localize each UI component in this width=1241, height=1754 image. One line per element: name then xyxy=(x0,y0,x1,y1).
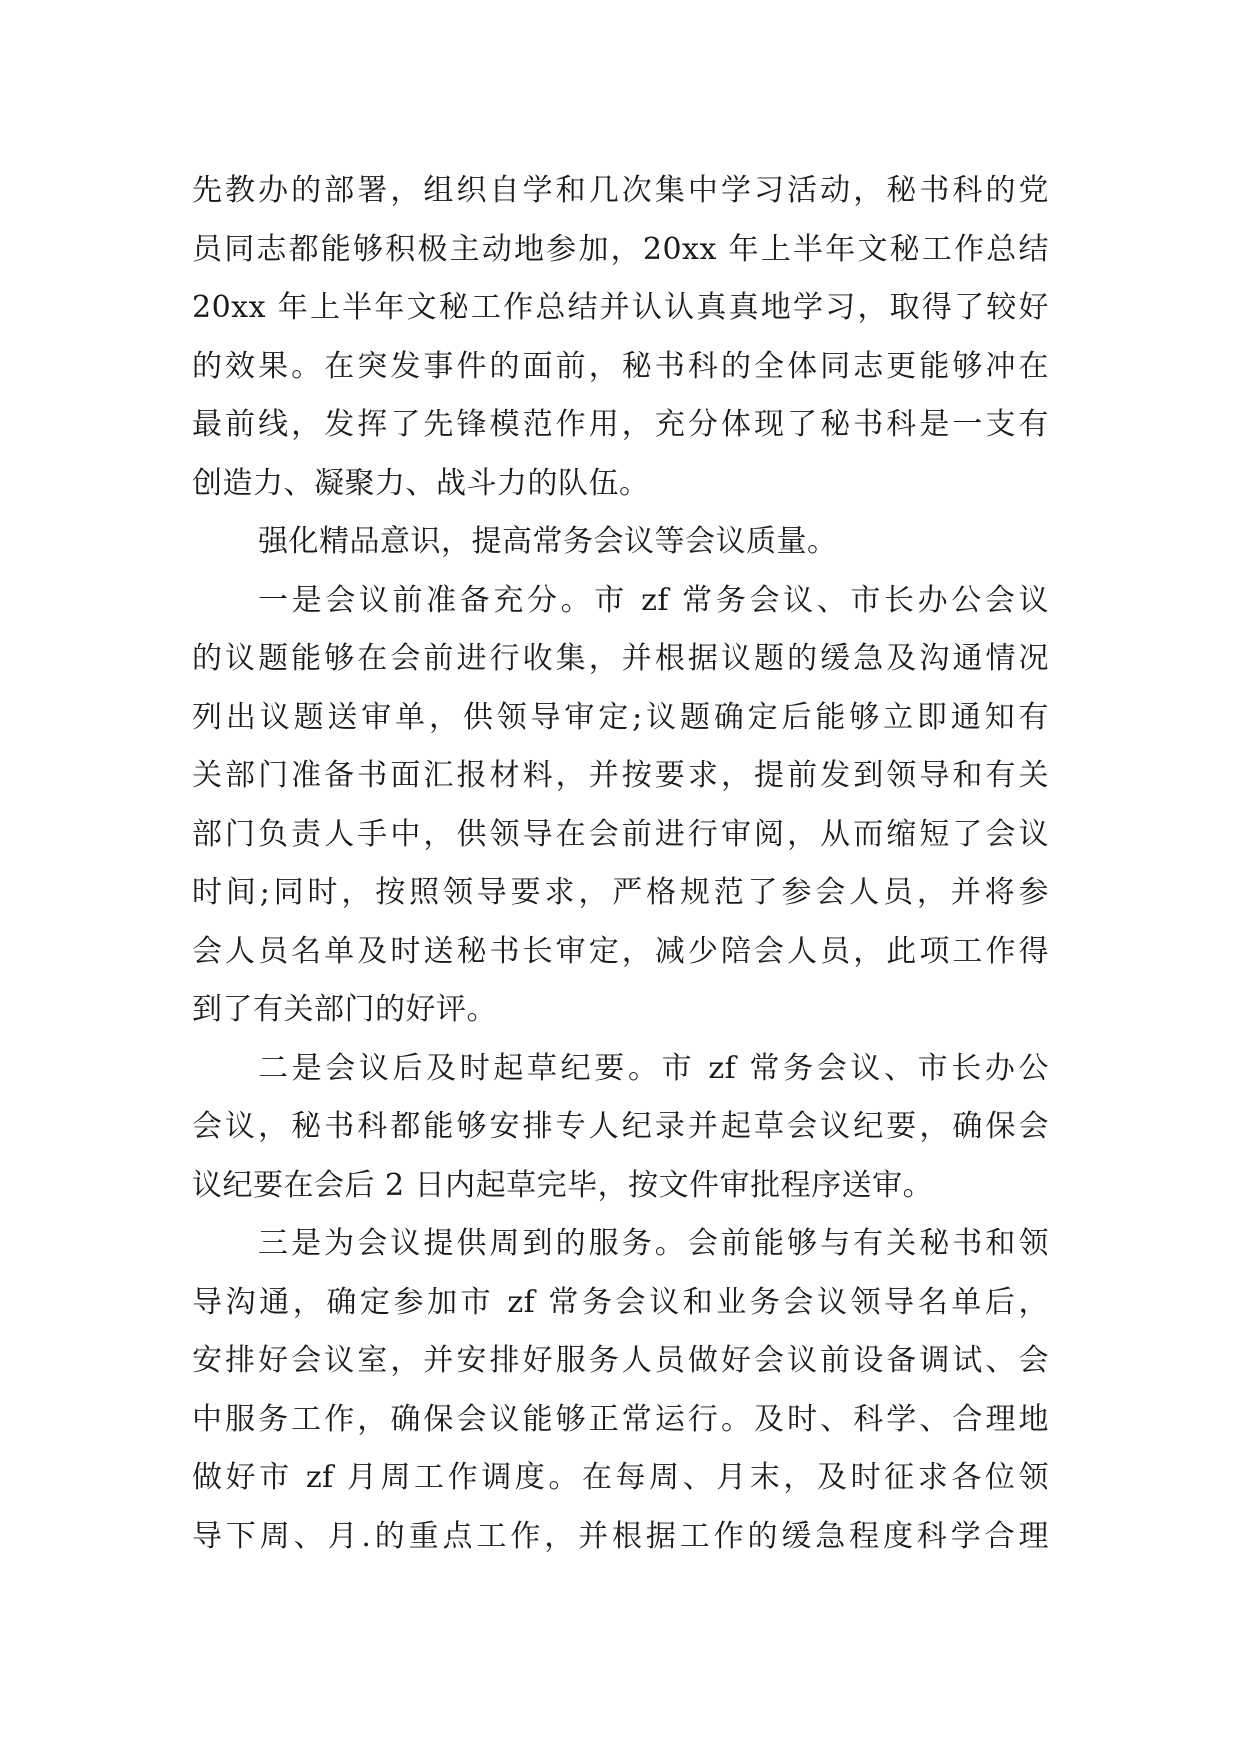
text-line: 到了有关部门的好评。 xyxy=(192,992,497,1027)
text-line: 最前线，发挥了先锋模范作用，充分体现了秘书科是一支有 xyxy=(192,407,1049,442)
text-line: 二是会议后及时起草纪要。市 zf 常务会议、市长办公 xyxy=(258,1050,1049,1086)
text-line: 三是为会议提供周到的服务。会前能够与有关秘书和领 xyxy=(258,1226,1049,1261)
text-line: 中服务工作，确保会议能够正常运行。及时、科学、合理地 xyxy=(192,1401,1049,1437)
text-line: 的效果。在突发事件的面前，秘书科的全体同志更能够冲在 xyxy=(192,348,1049,384)
text-line: 会议，秘书科都能够安排专人纪录并起草会议纪要，确保会 xyxy=(192,1109,1049,1144)
text-line: 安排好会议室，并安排好服务人员做好会议前设备调试、会 xyxy=(192,1343,1049,1378)
text-line: 强化精品意识，提高常务会议等会议质量。 xyxy=(258,524,838,559)
text-line: 关部门准备书面汇报材料，并按要求，提前发到领导和有关 xyxy=(192,758,1049,793)
text-line: 导下周、月.的重点工作，并根据工作的缓急程度科学合理 xyxy=(192,1518,1049,1554)
text-line: 员同志都能够积极主动地参加，20xx 年上半年文秘工作总结 xyxy=(192,231,1049,267)
text-line: 议纪要在会后 2 日内起草完毕，按文件审批程序送审。 xyxy=(192,1167,934,1203)
text-line: 导沟通，确定参加市 zf 常务会议和业务会议领导名单后， xyxy=(192,1284,1049,1320)
text-line: 20xx 年上半年文秘工作总结并认认真真地学习，取得了较好 xyxy=(192,290,1049,325)
document-body xyxy=(192,162,1049,1566)
text-line: 的议题能够在会前进行收集，并根据议题的缓急及沟通情况 xyxy=(192,641,1049,676)
text-line: 创造力、凝聚力、战斗力的队伍。 xyxy=(192,465,650,501)
text-line: 时间;同时，按照领导要求，严格规范了参会人员，并将参 xyxy=(192,875,1049,910)
text-line: 部门负责人手中，供领导在会前进行审阅，从而缩短了会议 xyxy=(192,816,1049,852)
text-line: 会人员名单及时送秘书长审定，减少陪会人员，此项工作得 xyxy=(192,933,1049,969)
text-line: 做好市 zf 月周工作调度。在每周、月末，及时征求各位领 xyxy=(192,1460,1049,1495)
text-line: 列出议题送审单，供领导审定;议题确定后能够立即通知有 xyxy=(192,699,1049,735)
text-line: 先教办的部署，组织自学和几次集中学习活动，秘书科的党 xyxy=(192,173,1049,208)
text-line: 一是会议前准备充分。市 zf 常务会议、市长办公会议 xyxy=(258,582,1049,618)
